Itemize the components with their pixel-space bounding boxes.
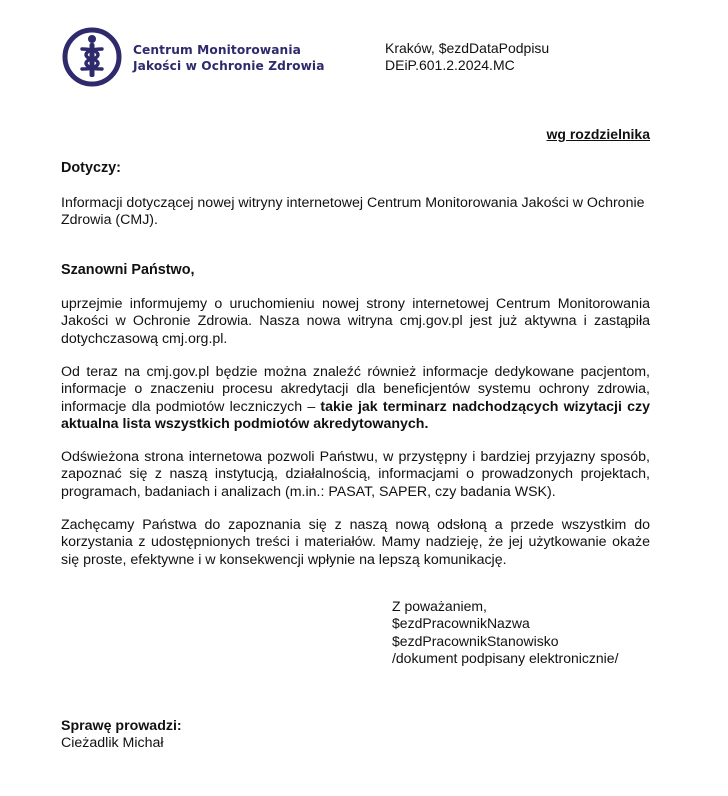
place-date: Kraków, $ezdDataPodpisu (385, 40, 550, 56)
org-line-1: Centrum Monitorowania (133, 43, 301, 57)
paragraph-4: Zachęcamy Państwa do zapoznania się z naszą nową odsłoną a przede wszystkim do korzystania z udostępnionych treści i materiałów. Mamy nadzieję, że jej użytkowanie okaże się proste, efektywne i w konsekwencji wpłynie na lepszą komunikację. (61, 517, 650, 568)
handler-name: Cieżadlik Michał (61, 735, 164, 752)
signatory-name: $ezdPracownikNazwa (392, 615, 530, 632)
paragraph-2-bold: takie jak terminarz nadchodzących wizytacji czy aktualna lista wszystkich podmiotów akredytowanych. (61, 398, 651, 433)
recipient: wg rozdzielnika (546, 126, 650, 142)
handler-label: Sprawę prowadzi: (61, 718, 182, 734)
paragraph-3: Odświeżona strona internetowa pozwoli Państwu, w przystępny i bardziej przyjazny sposób, zapoznać się z naszą instytucją, działalnością, informacjami o prowadzonych projektach, programach, badaniach i analizach (m.in.: PASAT, SAPER, czy badania WSK). (61, 449, 650, 500)
signatory-position: $ezdPracownikStanowisko (392, 632, 559, 649)
paragraph-2-text: Od teraz na cmj.gov.pl będzie można znaleźć również informacje dedykowane pacjentom, informacje o znaczeniu procesu akredytacji dla beneficjentów systemu ochrony zdrowia, informacje dla podmiotów leczniczych – (61, 364, 650, 415)
signature-block (392, 598, 618, 668)
paragraph-2 (61, 364, 650, 434)
signature-note: /dokument podpisany elektronicznie/ (392, 650, 619, 667)
subject-text: Informacji dotyczącej nowej witryny internetowej Centrum Monitorowania Jakości w Ochronie Zdrowia (CMJ). (61, 195, 645, 229)
case-handler (61, 718, 182, 753)
greeting: Szanowni Państwo, (61, 262, 195, 278)
org-line-2: Jakości w Ochronie Zdrowia (133, 59, 325, 73)
logo-icon (60, 25, 124, 89)
subject-label: Dotyczy: (61, 160, 121, 176)
closing: Z poważaniem, (392, 598, 487, 614)
organization-name (133, 42, 325, 74)
paragraph-1: uprzejmie informujemy o uruchomieniu nowej strony internetowej Centrum Monitorowania Jakości w Ochronie Zdrowia. Nasza nowa witryna cmj.gov.pl jest już aktywna i zastąpiła dotychczasową cmj.org.pl. (61, 296, 650, 347)
reference-number: DEiP.601.2.2024.MC (385, 57, 515, 73)
letter-meta (385, 40, 549, 74)
